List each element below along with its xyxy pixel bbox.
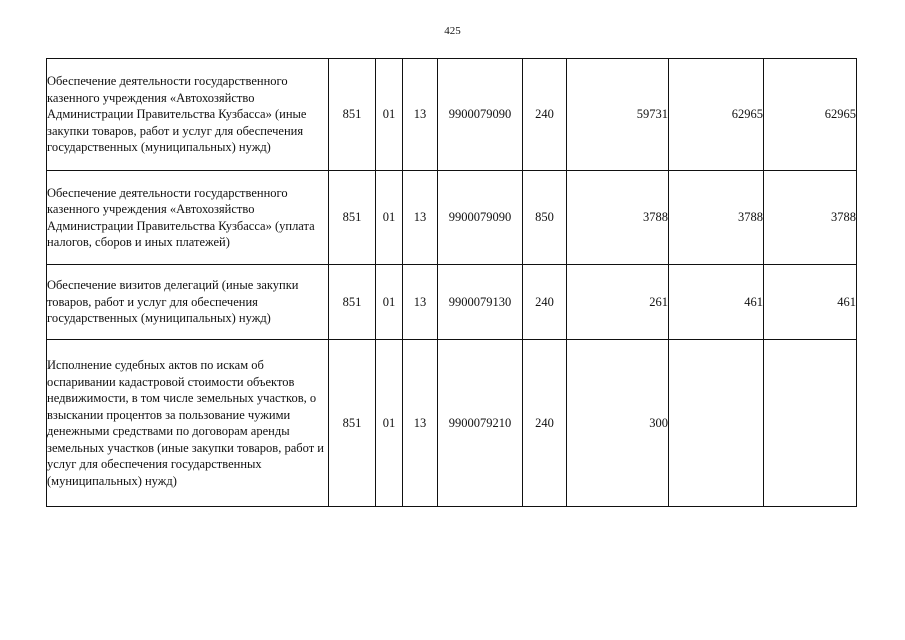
amount-year-2: 62965 bbox=[669, 59, 764, 171]
section-code: 01 bbox=[376, 340, 403, 507]
subsection-code: 13 bbox=[403, 59, 438, 171]
amount-year-3: 461 bbox=[764, 265, 857, 340]
amount-year-3: 3788 bbox=[764, 171, 857, 265]
amount-year-1: 261 bbox=[567, 265, 669, 340]
row-name: Обеспечение деятельности государственного казенного учреждения «Автохозяйство Администрации Правительства Кузбасса» (уплата налогов, сборов и иных платежей) bbox=[47, 171, 329, 265]
row-name: Обеспечение деятельности государственного казенного учреждения «Автохозяйство Администрации Правительства Кузбасса» (иные закупки товаров, работ и услуг для обеспечения государственных (муниципальных) нужд) bbox=[47, 59, 329, 171]
amount-year-1: 3788 bbox=[567, 171, 669, 265]
subsection-code: 13 bbox=[403, 171, 438, 265]
amount-year-1: 59731 bbox=[567, 59, 669, 171]
expense-type-code: 240 bbox=[523, 340, 567, 507]
subsection-code: 13 bbox=[403, 340, 438, 507]
target-article-code: 9900079090 bbox=[438, 59, 523, 171]
target-article-code: 9900079090 bbox=[438, 171, 523, 265]
table-row bbox=[47, 265, 857, 340]
section-code: 01 bbox=[376, 171, 403, 265]
grbs-code: 851 bbox=[329, 59, 376, 171]
amount-year-1: 300 bbox=[567, 340, 669, 507]
table-row bbox=[47, 171, 857, 265]
target-article-code: 9900079130 bbox=[438, 265, 523, 340]
table-row bbox=[47, 59, 857, 171]
amount-year-2 bbox=[669, 340, 764, 507]
grbs-code: 851 bbox=[329, 171, 376, 265]
target-article-code: 9900079210 bbox=[438, 340, 523, 507]
table-row bbox=[47, 340, 857, 507]
amount-year-2: 461 bbox=[669, 265, 764, 340]
amount-year-2: 3788 bbox=[669, 171, 764, 265]
row-name: Исполнение судебных актов по искам об оспаривании кадастровой стоимости объектов недвижимости, в том числе земельных участков, о взыскании процентов за пользование чужими денежными средствами по договорам аренды земельных участков (иные закупки товаров, работ и услуг для обеспечения государственных (муниципальных) нужд) bbox=[47, 340, 329, 507]
subsection-code: 13 bbox=[403, 265, 438, 340]
amount-year-3: 62965 bbox=[764, 59, 857, 171]
grbs-code: 851 bbox=[329, 265, 376, 340]
expense-type-code: 850 bbox=[523, 171, 567, 265]
expense-type-code: 240 bbox=[523, 59, 567, 171]
row-name: Обеспечение визитов делегаций (иные закупки товаров, работ и услуг для обеспечения государственных (муниципальных) нужд) bbox=[47, 265, 329, 340]
section-code: 01 bbox=[376, 59, 403, 171]
section-code: 01 bbox=[376, 265, 403, 340]
expense-type-code: 240 bbox=[523, 265, 567, 340]
page-number: 425 bbox=[444, 25, 461, 37]
amount-year-3 bbox=[764, 340, 857, 507]
budget-table bbox=[46, 58, 857, 507]
grbs-code: 851 bbox=[329, 340, 376, 507]
